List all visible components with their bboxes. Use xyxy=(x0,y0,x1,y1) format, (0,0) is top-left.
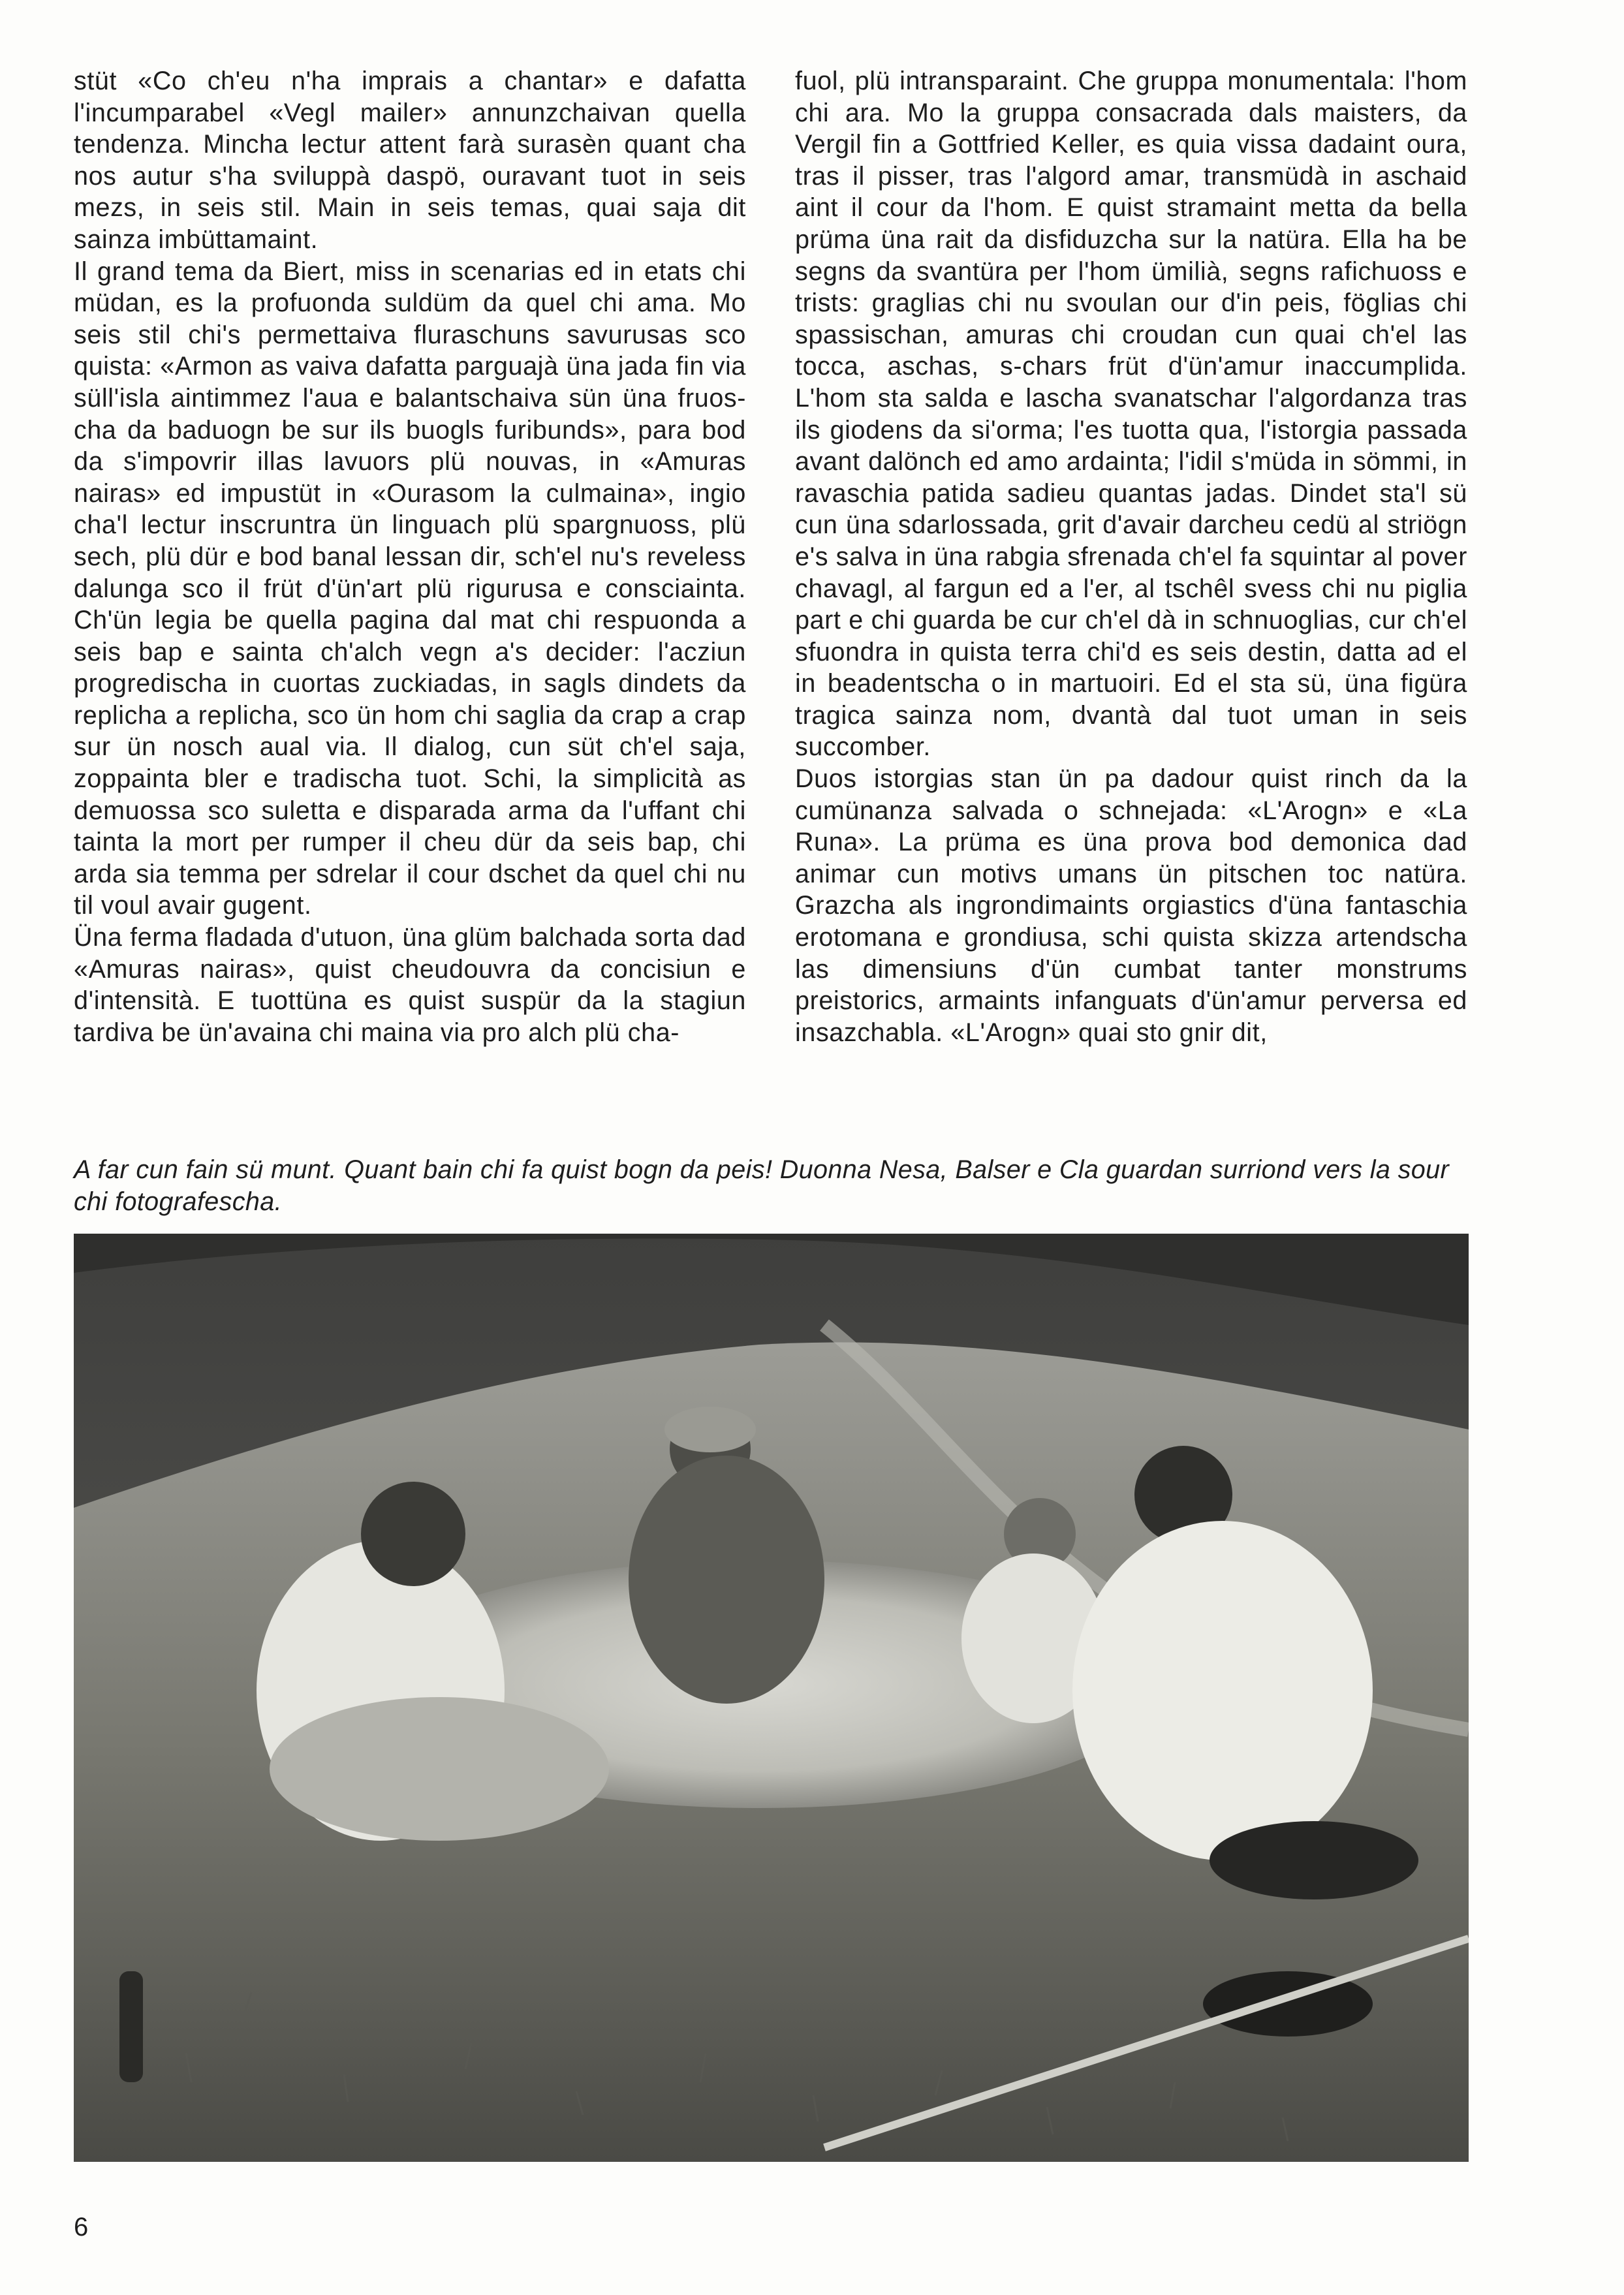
paragraph: Üna ferma fladada d'utuon, üna glüm balchada sorta dad «Amuras nairas», quist cheudouvra da concisiun e d'intensità. E tuottüna es quist suspür da la stagiun tardiva be ün'avaina chi maina via pro alch plü cha- xyxy=(74,923,746,1047)
paragraph: stüt «Co ch'eu n'ha imprais a chantar» e dafatta l'incumparabel «Vegl mailer» annunzchaivan quella tendenza. Mincha lectur attent farà surasèn quant cha nos autur s'ha sviluppà daspö, ouravant tuot in seis mezs, in seis stil. Main in seis temas, quai saja dit sainza imbüttamaint. xyxy=(74,67,746,254)
text-column-left xyxy=(74,65,746,1048)
photo-caption: A far cun fain sü munt. Quant bain chi fa quist bogn da peis! Duonna Nesa, Balser e Cla guardan surriond vers la sour chi fotografescha. xyxy=(74,1155,1450,1216)
paragraph: fuol, plü intransparaint. Che gruppa monumentala: l'hom chi ara. Mo la gruppa consacrada dals maisters, da Vergil fin a Gottfried Keller, es quia vissa dadaint oura, tras il pisser, tras l'algord amar, transmüdà in aschaid aint il cour da l'hom. E quist stramaint metta da bella prüma üna rait da disfiduzcha sur la natüra. Ella ha be segns da svantüra per l'hom ümilià, segns rafichuoss e trists: graglias chi nu svoulan our d'in peis, föglias chi spassischan, amuras chi croudan cun quai ch'el las tocca, aschas, s-chars früt d'ün'amur inaccumplida. L'hom sta salda e lascha svanatschar l'algordanza tras ils giodens da si'orma; l'es tuotta qua, l'istorgia passada avant dalönch ed amo ardainta; l'idil s'müda in sömmi, in ravaschia patida sadieu quantas jadas. Dindet sta'l sü cun üna sdarlossada, grit d'avair darcheu cedü al striögn e's salva in üna rabgia sfrenada ch'el fa squintar al pover chavagl, al fargun ed a l'er, al tschêl svess chi nu piglia part e chi guarda be cur ch'el dà in schnuoglias, cur ch'el sfuondra in quista terra chi'd es seis destin, datta ad el in beadentscha o in martuoiri. Ed el sta sü, üna figüra tragica sainza nom, dvantà dal tuot uman in seis succomber. xyxy=(795,67,1467,762)
paragraph: Duos istorgias stan ün pa dadour quist rinch da la cumünanza salvada o schnejada: «L'Arogn» e «La Runa». La prüma es üna prova bod demonica dad animar cun motivs umans ün pitschen toc natüra. Grazcha als ingrondimaints orgiastics d'üna fantaschia erotomana e grondiusa, schi quista skizza artendscha las dimensiuns d'ün cumbat tanter monstrums preistorics, armaints infanguats d'ün'amur perversa ed insazchabla. «L'Arogn» quai sto gnir dit, xyxy=(795,764,1467,1047)
photo-illustration xyxy=(74,1234,1469,2162)
page-number: 6 xyxy=(74,2213,89,2241)
paragraph: Il grand tema da Biert, miss in scenarias ed in etats chi müdan, es la profuonda suldüm da quel chi ama. Mo seis stil chi's permettaiva fluraschuns savurusas sco quista: «Armon as vaiva dafatta parguajà üna jada fin via süll'isla aintimmez l'aua e balantschaiva sün üna fruos-cha da baduogn be sur ils buogls furibunds», para bod da s'impovrir illas lavuors plü nouvas, in «Amuras nairas» ed impustüt in «Ourasom la culmaina», ingio cha'l lectur inscruntra ün linguach plü spargnuoss, plü sech, plü dür e bod banal lessan dir, sch'el nu's reveless dalunga sco il früt d'ün'art plü rigurusa e consciainta. Ch'ün legia be quella pagina dal mat chi respuonda a seis bap e sainta ch'alch vegn a's decider: l'acziun progredischa in cuortas zuckiadas, in sagls dindets da replicha a replicha, sco ün hom chi saglia da crap a crap sur ün nosch aual via. Il dialog, cun süt ch'el saja, zoppainta bler e tradischa tuot. Schi, la simplicità as demuossa sco suletta e disparada arma da l'uffant chi tainta la mort per rumper il cheu dür da seis bap, chi arda sia temma per sdrelar il cour dschet da quel chi nu til voul avair gugent. xyxy=(74,257,746,920)
photograph xyxy=(74,1234,1469,2162)
text-column-right xyxy=(795,65,1467,1048)
